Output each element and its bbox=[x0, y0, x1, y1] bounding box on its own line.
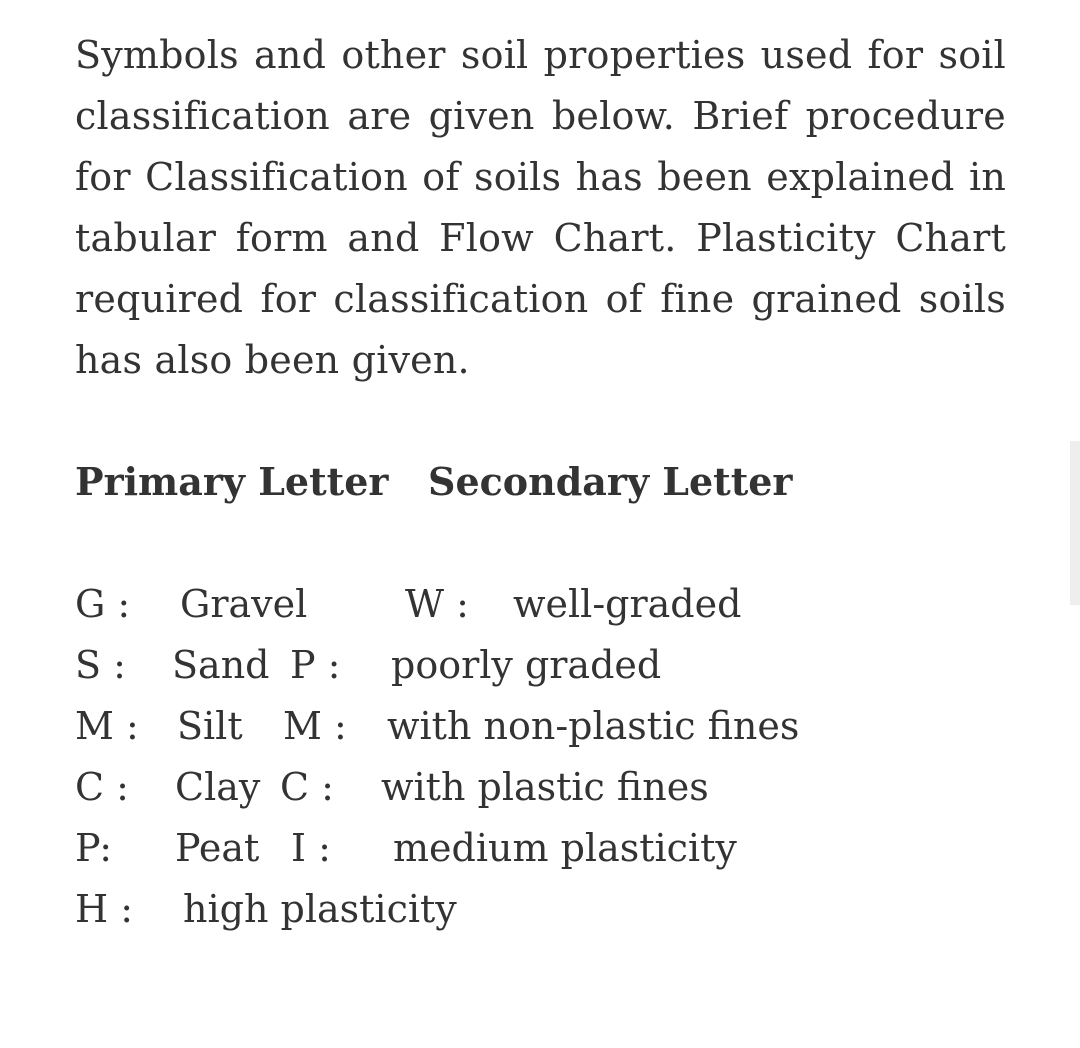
secondary-name: poorly graded bbox=[391, 643, 662, 687]
primary-code: S : bbox=[75, 643, 126, 687]
secondary-code: C : bbox=[280, 765, 334, 809]
symbol-row-sand bbox=[75, 639, 1035, 691]
primary-name: Peat bbox=[175, 826, 260, 870]
primary-code: G : bbox=[75, 582, 131, 626]
symbol-row-high-plasticity bbox=[75, 883, 1035, 935]
primary-name: Silt bbox=[177, 704, 243, 748]
symbol-row-silt bbox=[75, 700, 1035, 752]
secondary-code: P : bbox=[290, 643, 341, 687]
symbol-row-gravel bbox=[75, 578, 1035, 630]
scrollbar-thumb[interactable] bbox=[1070, 441, 1080, 605]
secondary-letter-heading: Secondary Letter bbox=[428, 459, 793, 504]
secondary-code: I : bbox=[291, 826, 331, 870]
primary-letter-heading: Primary Letter bbox=[75, 459, 389, 504]
secondary-name: well-graded bbox=[513, 582, 742, 626]
intro-paragraph: Symbols and other soil properties used for soil classification are given below. Brief procedure for Classification of soils has been explained in tabular form and Flow Chart. Plasticity Chart required for classification of fine grained soils has also been given. bbox=[75, 33, 1006, 382]
secondary-name: medium plasticity bbox=[393, 826, 737, 870]
secondary-name: high plasticity bbox=[183, 887, 457, 931]
secondary-code: W : bbox=[405, 582, 469, 626]
symbol-row-peat bbox=[75, 822, 1035, 874]
secondary-code: M : bbox=[283, 704, 347, 748]
secondary-name: with plastic fines bbox=[381, 765, 709, 809]
primary-code: M : bbox=[75, 704, 139, 748]
secondary-code: H : bbox=[75, 887, 134, 931]
primary-code: P: bbox=[75, 826, 113, 870]
primary-name: Gravel bbox=[180, 582, 308, 626]
letter-header-row bbox=[75, 456, 793, 508]
secondary-name: with non-plastic fines bbox=[387, 704, 800, 748]
primary-name: Clay bbox=[175, 765, 261, 809]
symbol-row-clay bbox=[75, 761, 1035, 813]
primary-name: Sand bbox=[172, 643, 270, 687]
primary-code: C : bbox=[75, 765, 129, 809]
